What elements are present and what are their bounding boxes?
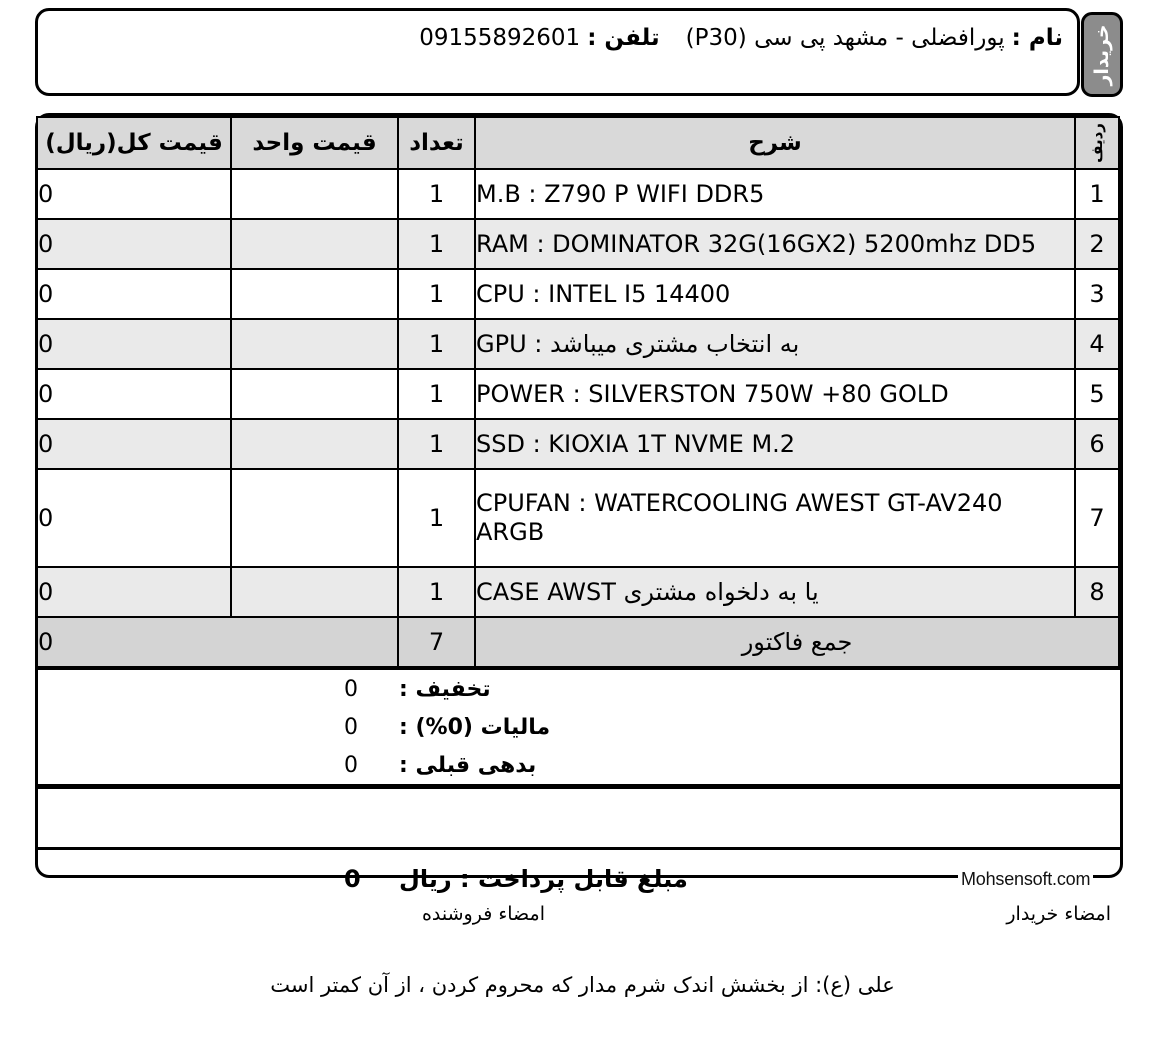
tax-label: مالیات (0%) : xyxy=(399,714,551,740)
buyer-info-line xyxy=(52,20,1063,56)
totals-empty-cell xyxy=(38,708,344,746)
buyer-tab-label: خریدار xyxy=(1091,23,1113,86)
sum-quantity: 7 xyxy=(398,617,475,667)
row-total-price: 0 xyxy=(37,369,231,419)
totals-section xyxy=(38,668,1120,787)
row-quantity: 1 xyxy=(398,567,475,617)
row-description: CASE AWST یا به دلخواه مشتری xyxy=(475,567,1075,617)
table-row xyxy=(37,319,1119,369)
row-quantity: 1 xyxy=(398,419,475,469)
buyer-phone-label: تلفن : xyxy=(587,24,660,51)
row-quantity: 1 xyxy=(398,469,475,567)
signature-area xyxy=(35,903,1123,937)
table-row xyxy=(37,567,1119,617)
row-total-price: 0 xyxy=(37,567,231,617)
row-description: GPU : به انتخاب مشتری میباشد xyxy=(475,319,1075,369)
items-table-header-row xyxy=(37,117,1119,169)
footer-quote: علی (ع): از بخشش اندک شرم مدار که محروم کردن ، از آن کمتر است xyxy=(270,973,895,997)
buyer-tab xyxy=(1081,12,1123,97)
column-header-total-price: قیمت کل(ریال) xyxy=(37,117,231,169)
row-quantity: 1 xyxy=(398,219,475,269)
row-unit-price xyxy=(231,269,398,319)
watermark: Mohsensoft.com xyxy=(958,869,1093,890)
column-header-index: ردیف xyxy=(1075,117,1119,169)
sum-label: جمع فاکتور xyxy=(475,617,1119,667)
row-index: 1 xyxy=(1075,169,1119,219)
row-unit-price xyxy=(231,369,398,419)
row-description: CPUFAN : WATERCOOLING AWEST GT-AV240 ARGB xyxy=(475,469,1075,567)
row-index: 3 xyxy=(1075,269,1119,319)
buyer-phone-value: 09155892601 xyxy=(419,24,581,51)
buyer-name-label: نام : xyxy=(1011,24,1063,51)
table-row xyxy=(37,419,1119,469)
totals-row-previous-debt xyxy=(38,746,1120,784)
row-description: CPU : INTEL I5 14400 xyxy=(475,269,1075,319)
row-description: POWER : SILVERSTON 750W +80 GOLD xyxy=(475,369,1075,419)
row-unit-price xyxy=(231,469,398,567)
buyer-name-field xyxy=(685,24,1063,51)
row-description: SSD : KIOXIA 1T NVME M.2 xyxy=(475,419,1075,469)
seller-signature-label: امضاء فروشنده xyxy=(421,903,545,925)
buyer-name-value: پورافضلی - مشهد پی سی (P30) xyxy=(685,24,1005,51)
row-description: RAM : DOMINATOR 32G(16GX2) 5200mhz DD5 xyxy=(475,219,1075,269)
totals-table xyxy=(38,670,1120,784)
discount-label: تخفیف : xyxy=(399,676,491,702)
row-total-price: 0 xyxy=(37,469,231,567)
row-index: 2 xyxy=(1075,219,1119,269)
row-index: 5 xyxy=(1075,369,1119,419)
table-row xyxy=(37,469,1119,567)
items-table xyxy=(36,116,1120,668)
totals-empty-cell xyxy=(38,670,344,708)
row-quantity: 1 xyxy=(398,319,475,369)
buyer-phone-field xyxy=(419,24,660,51)
row-quantity: 1 xyxy=(398,369,475,419)
column-header-description: شرح xyxy=(475,117,1075,169)
totals-row-discount xyxy=(38,670,1120,708)
row-index: 6 xyxy=(1075,419,1119,469)
row-quantity: 1 xyxy=(398,169,475,219)
row-total-price: 0 xyxy=(37,169,231,219)
row-total-price: 0 xyxy=(37,319,231,369)
previous-debt-label: بدهی قبلی : xyxy=(399,752,537,778)
row-index: 7 xyxy=(1075,469,1119,567)
row-unit-price xyxy=(231,419,398,469)
row-index: 8 xyxy=(1075,567,1119,617)
items-table-body xyxy=(37,169,1119,667)
table-row xyxy=(37,169,1119,219)
payable-value: 0 xyxy=(344,865,361,893)
payable-empty-cell xyxy=(38,850,344,908)
table-row xyxy=(37,369,1119,419)
column-header-quantity: تعداد xyxy=(398,117,475,169)
buyer-header xyxy=(35,8,1123,98)
row-unit-price xyxy=(231,319,398,369)
row-unit-price xyxy=(231,219,398,269)
totals-row-tax xyxy=(38,708,1120,746)
buyer-info-box xyxy=(35,8,1080,96)
previous-debt-value: 0 xyxy=(344,752,358,778)
payable-label: مبلغ قابل پرداخت : ریال xyxy=(399,865,688,893)
row-index: 4 xyxy=(1075,319,1119,369)
row-unit-price xyxy=(231,567,398,617)
row-description: M.B : Z790 P WIFI DDR5 xyxy=(475,169,1075,219)
invoice-sum-row xyxy=(37,617,1119,667)
row-unit-price xyxy=(231,169,398,219)
sum-total-price: 0 xyxy=(37,617,398,667)
row-total-price: 0 xyxy=(37,269,231,319)
row-total-price: 0 xyxy=(37,419,231,469)
tax-value: 0 xyxy=(344,714,358,740)
table-row xyxy=(37,269,1119,319)
blank-notes-row xyxy=(38,787,1120,847)
table-row xyxy=(37,219,1119,269)
column-header-unit-price: قیمت واحد xyxy=(231,117,398,169)
row-quantity: 1 xyxy=(398,269,475,319)
totals-empty-cell xyxy=(38,746,344,784)
buyer-signature-label: امضاء خریدار xyxy=(1006,903,1111,925)
discount-value: 0 xyxy=(344,676,358,702)
row-total-price: 0 xyxy=(37,219,231,269)
